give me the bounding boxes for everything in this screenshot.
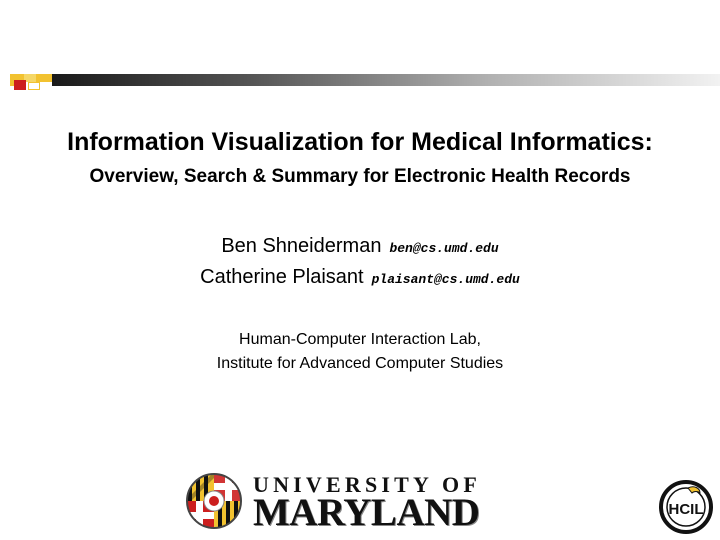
hcil-logo-icon [658,479,714,535]
header-square-outline [28,82,40,90]
author-name: Catherine Plaisant [200,266,364,288]
umd-wordmark-line2: MARYLAND [253,491,480,534]
author-email: plaisant@cs.umd.edu [371,272,520,287]
affiliation-line-2: Institute for Advanced Computer Studies [216,355,504,372]
author-name: Ben Shneiderman [221,235,382,257]
umd-wordmark-line1: UNIVERSITY OF [253,472,481,497]
affiliation-line-1: Human-Computer Interaction Lab, [239,331,481,348]
header-square-yellow-2 [36,74,52,82]
author-email: ben@cs.umd.edu [389,241,499,256]
maryland-seal-icon [185,472,243,530]
header-gradient-bar [52,74,720,86]
umd-wordmark [253,472,531,534]
author-1 [0,235,720,258]
slide-subtitle: Overview, Search & Summary for Electronic Health Records [89,166,631,187]
header-square-red [14,80,26,90]
slide-title: Information Visualization for Medical Informatics: [67,128,653,156]
hcil-logo-label: HCIL [668,501,704,518]
university-of-maryland-logo [185,472,530,534]
author-2 [0,266,720,289]
